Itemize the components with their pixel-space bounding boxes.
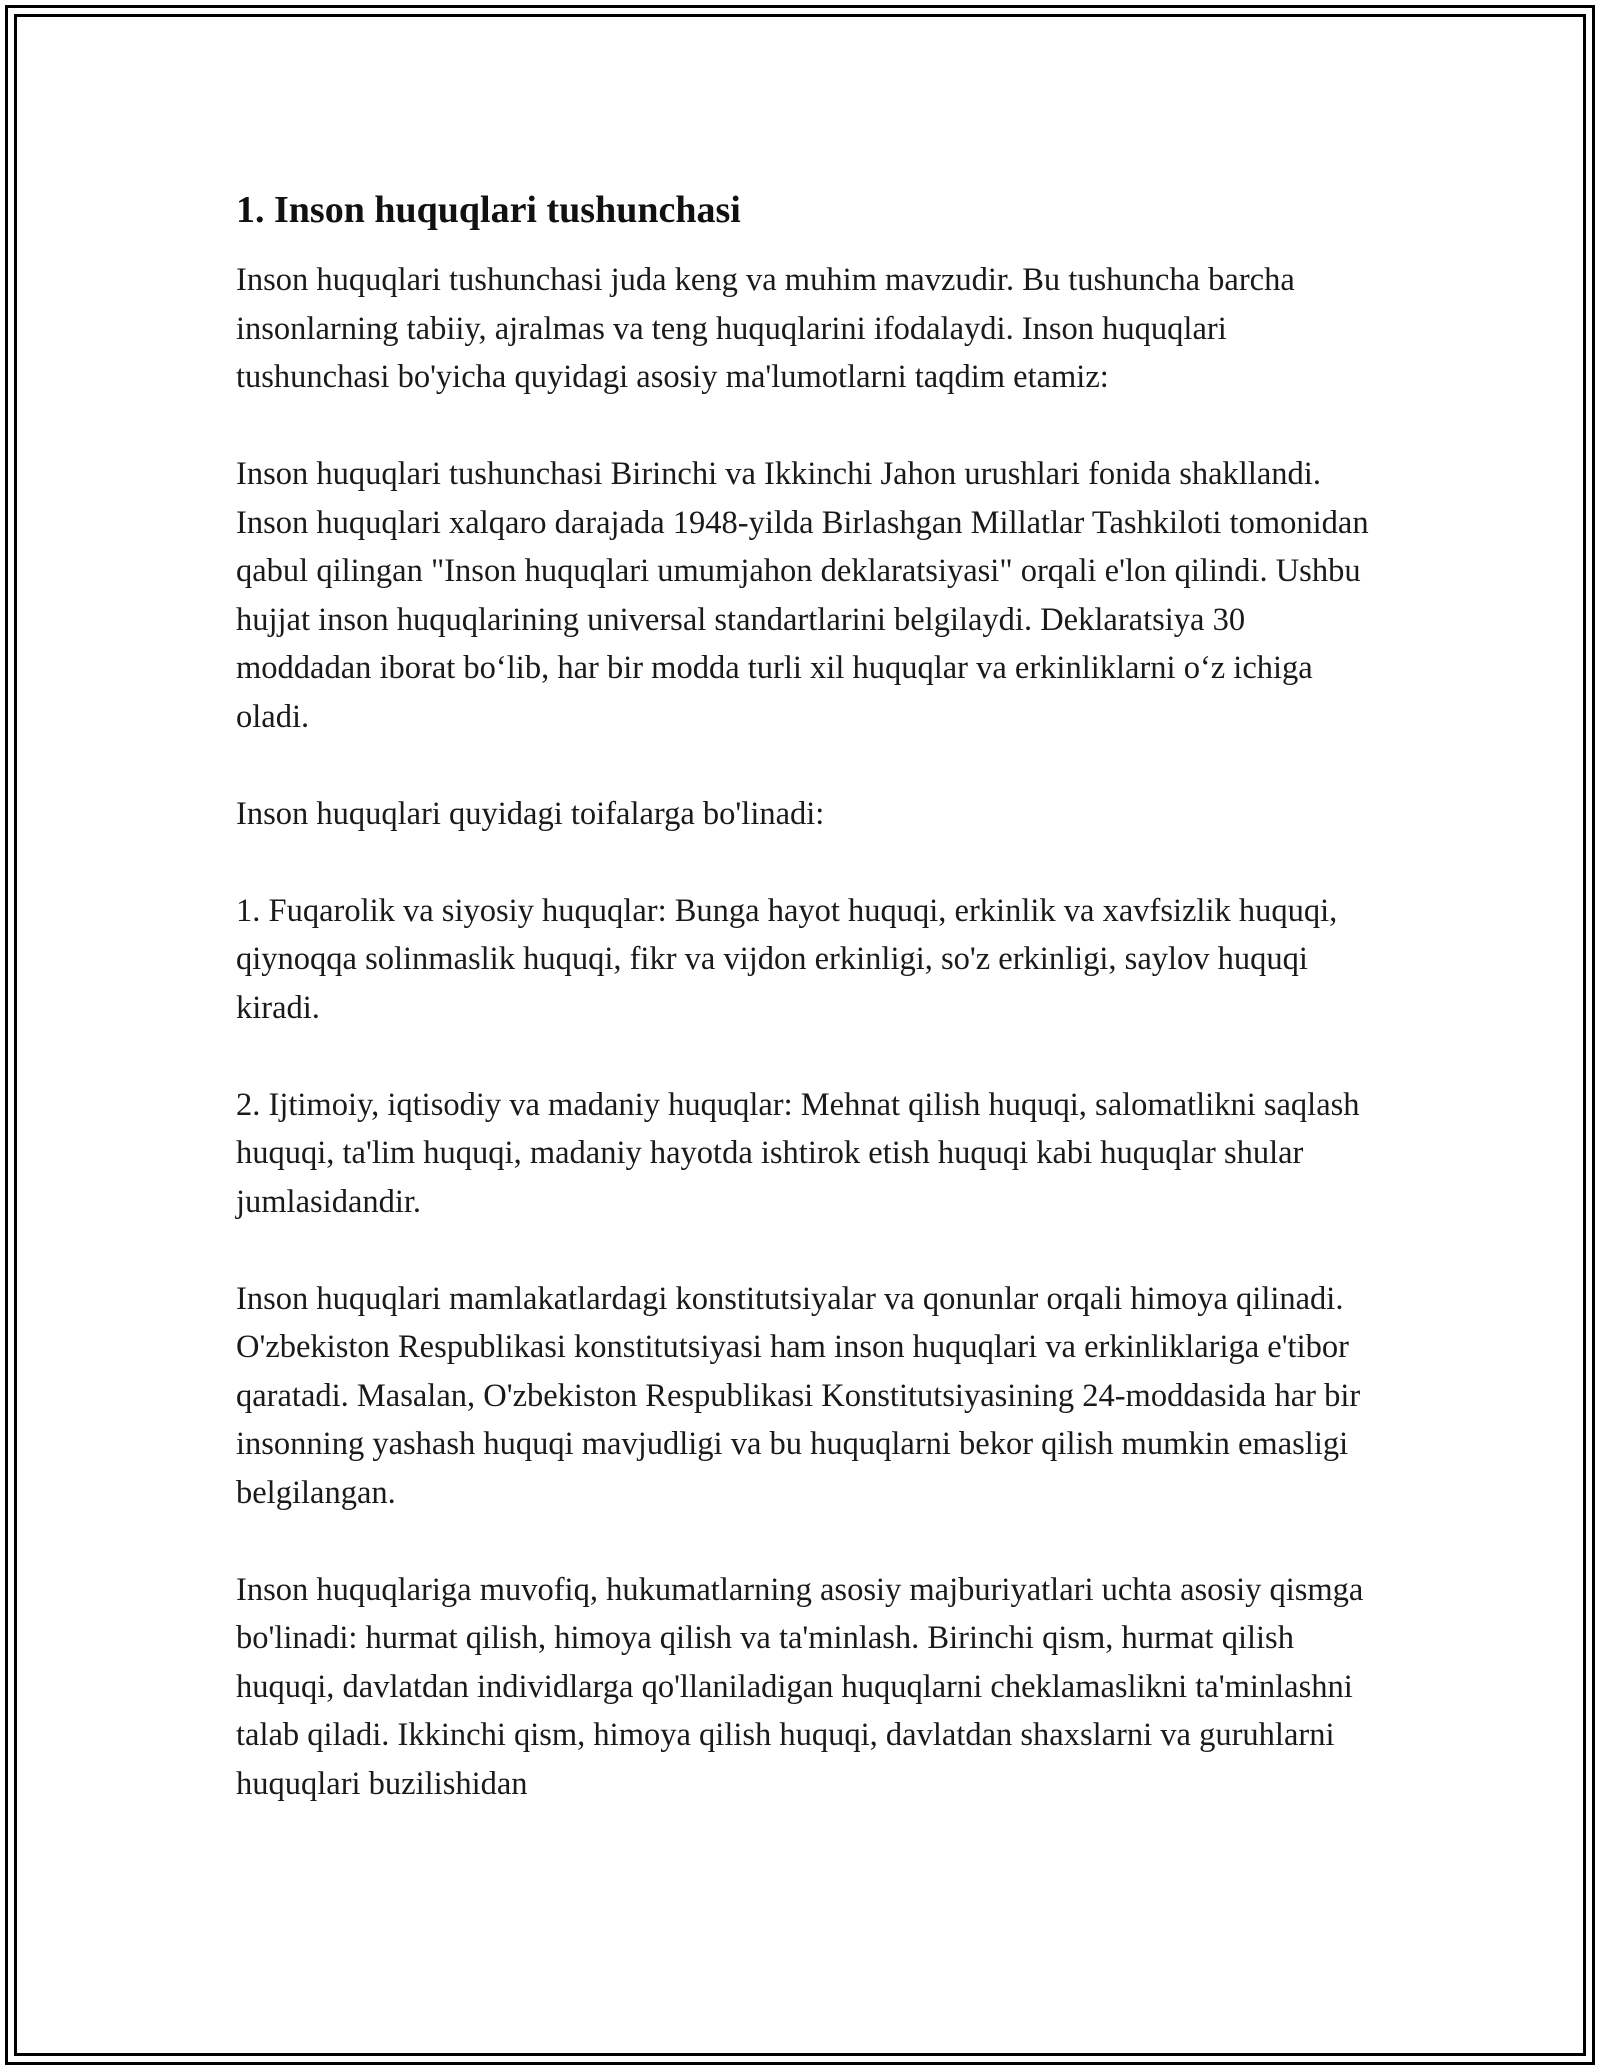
document-body [236, 186, 1386, 1808]
paragraph-civil-political-rights: 1. Fuqarolik va siyosiy huquqlar: Bunga hayot huquqi, erkinlik va xavfsizlik huquqi, qiynoqqa solinmaslik huquqi, fikr va vijdon erkinligi, so'z erkinligi, saylov huquqi kiradi. [236, 892, 1338, 1026]
paragraph-social-economic-rights: 2. Ijtimoiy, iqtisodiy va madaniy huquqlar: Mehnat qilish huquqi, salomatlikni saqlash huquqi, ta'lim huquqi, madaniy hayotda ishtirok etish huquqi kabi huquqlar shular jumlasidandir. [236, 1086, 1360, 1220]
paragraph-history: Inson huquqlari tushunchasi Birinchi va Ikkinchi Jahon urushlari fonida shakllandi. Inson huquqlari xalqaro darajada 1948-yilda Birlashgan Millatlar Tashkiloti tomonidan qabul qilingan "Inson huquqlari umumjahon deklaratsiyasi" orqali e'lon qilindi. Ushbu hujjat inson huquqlarining universal standartlarini belgilaydi. Deklaratsiya 30 moddadan iborat bo‘lib, har bir modda turli xil huquqlar va erkinliklarni o‘z ichiga oladi. [236, 456, 1369, 735]
paragraph-constitution: Inson huquqlari mamlakatlardagi konstitutsiyalar va qonunlar orqali himoya qilinadi. O'zbekiston Respublikasi konstitutsiyasi ham inson huquqlari va erkinliklariga e'tibor qaratadi. Masalan, O'zbekiston Respublikasi Konstitutsiyasining 24-moddasida har bir insonning yashash huquqi mavjudligi va bu huquqlarni bekor qilish mumkin emasligi belgilangan. [236, 1280, 1361, 1511]
paragraph-categories-intro: Inson huquqlari quyidagi toifalarga bo'linadi: [236, 795, 825, 832]
paragraph-intro: Inson huquqlari tushunchasi juda keng va muhim mavzudir. Bu tushuncha barcha insonlarning tabiiy, ajralmas va teng huquqlarini ifodalaydi. Inson huquqlari tushunchasi bo'yicha quyidagi asosiy ma'lumotlarni taqdim etamiz: [236, 262, 1295, 395]
paragraph-government-obligations: Inson huquqlariga muvofiq, hukumatlarning asosiy majburiyatlari uchta asosiy qismga bo'linadi: hurmat qilish, himoya qilish va ta'minlash. Birinchi qism, hurmat qilish huquqi, davlatdan individlarga qo'llaniladigan huquqlarni cheklamaslikni ta'minlashni talab qiladi. Ikkinchi qism, himoya qilish huquqi, davlatdan shaxslarni va guruhlarni huquqlari buzilishidan [236, 1571, 1364, 1802]
section-heading: 1. Inson huquqlari tushunchasi [236, 189, 741, 231]
